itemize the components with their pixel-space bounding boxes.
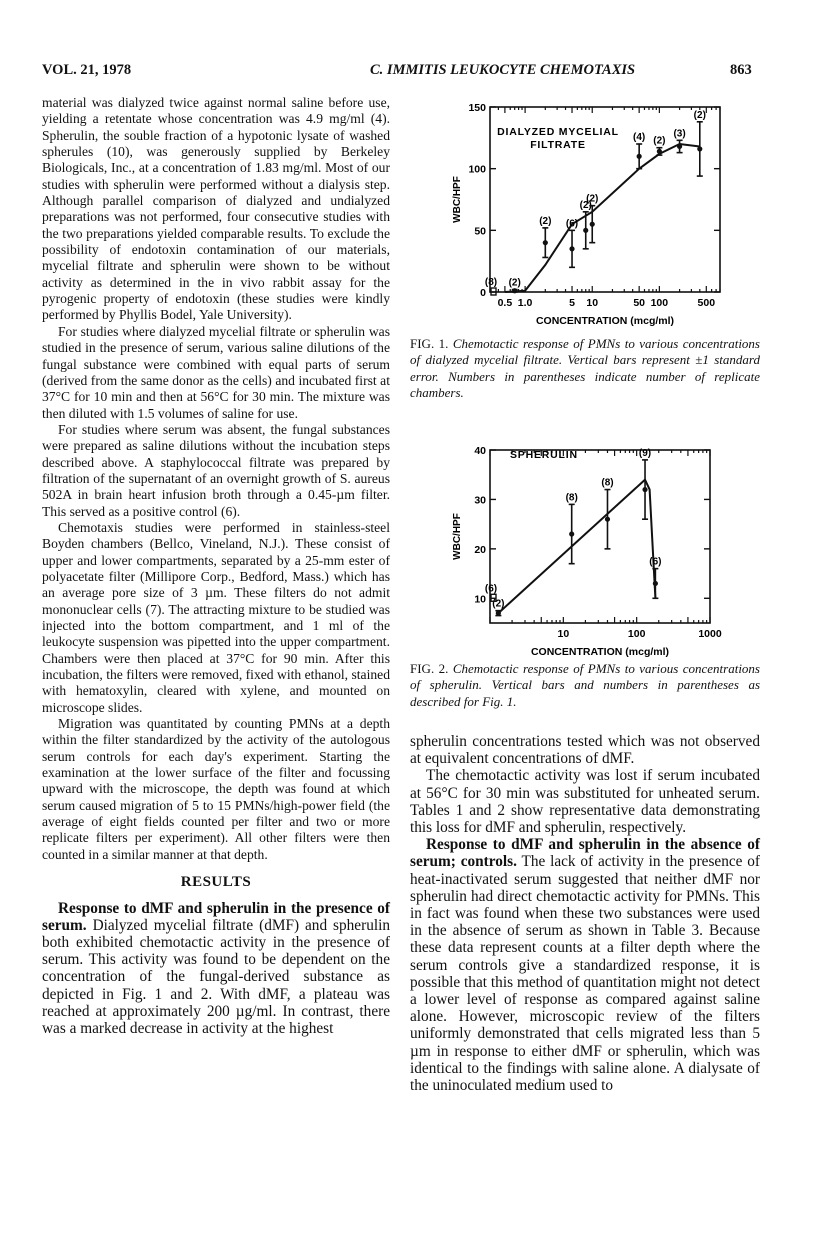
replicate-count-label: (2) bbox=[539, 215, 552, 227]
replicate-count-label: (8) bbox=[565, 492, 578, 504]
page-number: 863 bbox=[730, 62, 752, 78]
replicate-count-label: (2) bbox=[579, 199, 592, 211]
figure-1-label: FIG. 1. bbox=[410, 336, 449, 351]
replicate-count-label: (9) bbox=[638, 447, 652, 459]
replicate-count-label: (3) bbox=[673, 128, 686, 140]
body-paragraph bbox=[410, 836, 760, 1094]
x-tick-label: 50 bbox=[633, 297, 646, 309]
data-point bbox=[590, 222, 595, 227]
x-tick-label: 100 bbox=[627, 628, 646, 640]
data-point bbox=[512, 288, 517, 293]
x-tick-label: 0.5 bbox=[497, 297, 513, 309]
data-point bbox=[677, 144, 682, 149]
data-point bbox=[583, 228, 588, 233]
subsection-lead: Response to dMF and spherulin in the presence of serum. bbox=[42, 899, 390, 934]
replicate-count-label: (6) bbox=[565, 218, 579, 230]
y-tick-label: 30 bbox=[474, 494, 486, 507]
x-tick-label: 100 bbox=[650, 297, 669, 309]
results-heading: RESULTS bbox=[180, 874, 252, 891]
y-tick-label: 100 bbox=[468, 163, 486, 176]
data-point bbox=[569, 246, 574, 251]
figure-1-caption-text: Chemotactic response of PMNs to various concentrations of dialyzed mycelial filtrate. Vertical bars represent ±1 standard error. Numbers in parentheses indicate number of replicate chambers. bbox=[410, 336, 760, 401]
x-axis-label: CONCENTRATION (mcg/ml) bbox=[535, 315, 675, 327]
body-paragraph bbox=[42, 900, 390, 1038]
x-tick-label: 5 bbox=[569, 297, 575, 309]
right-column bbox=[410, 733, 760, 1094]
subsection-lead: Response to dMF and spherulin in the absence of serum; controls. bbox=[410, 836, 760, 871]
replicate-count-label: (4) bbox=[633, 132, 646, 143]
figure-1-chart bbox=[410, 95, 765, 335]
body-paragraph: material was dialyzed twice against normal saline before use, yielding a retentate whose concentration was 4.9 mg/ml (4). Spherulin, the souble fraction of a hypotonic lysate of washed spherules (10), was generously supplied by Berkeley Biologicals, Inc., at a concentration of 1.83 mg/ml. Most of our studies with spherulin were performed without a dialysis step. Although parallel comparison of dialyzed and undialyzed preparations was not performed, four consecutive studies with the two preparations yielded comparable results. To exclude the possibility of endotoxin contamination of our materials, mycelial filtrate and spherulin were shown to be without activity as determined in the in vivo rabbit assay for the pyrogenic property of endotoxin (these studies were kindly performed by Phyllis Bodel, Yale University). bbox=[42, 95, 390, 323]
plot-frame bbox=[490, 447, 710, 623]
replicate-count-label: (2) bbox=[693, 109, 706, 121]
data-point bbox=[642, 487, 647, 492]
subsection-text: Dialyzed mycelial filtrate (dMF) and spherulin both exhibited chemotactic activity in the presence of serum. This activity was found to be dependent on the concentration of the fungal-derived substance as depicted in Fig. 1 and 2. With dMF, a plateau was reached at approximately 200 µg/ml. In contrast, there was a marked decrease in activity at the highest bbox=[42, 916, 390, 1037]
chart-title: DIALYZED MYCELIAL bbox=[497, 126, 619, 138]
subsection-text: The lack of activity in the presence of heat-inactivated serum suggested that neither dMF nor spherulin had direct chemotactic activity for PMNs. This in fact was found when these two substances were used in the absence of serum as shown in Table 3. Because these data represent counts at a filter depth where the serum controls give a standardized response, it is possible that this method of quantitation might not detect a lower level of response as compared against saline alone. However, microscopic review of the filters uniformly demonstrated that cells migrated less than 5 µm in response to either dMF or spherulin, which was identical to the findings with saline alone. A dialysate of the uninoculated medium used to bbox=[410, 853, 760, 1095]
figure-2-caption bbox=[410, 661, 760, 710]
y-tick-label: 10 bbox=[474, 593, 486, 606]
data-point bbox=[637, 154, 642, 159]
data-point bbox=[653, 581, 658, 586]
y-tick-label: 40 bbox=[474, 445, 486, 457]
replicate-count-label: (2) bbox=[492, 598, 505, 610]
data-point bbox=[697, 146, 702, 151]
y-tick-label: 50 bbox=[474, 225, 486, 238]
y-axis-label: WBC/HPF bbox=[452, 513, 463, 560]
replicate-count-label: (8) bbox=[601, 477, 614, 489]
x-axis-label: CONCENTRATION (mcg/ml) bbox=[530, 646, 670, 658]
body-paragraph: Chemotaxis studies were performed in stainless-steel Boyden chambers (Bellco, Vineland, N.J.). These consist of upper and lower compartments, separated by a 25-mm ester of polyacetate filter (Millipore Corp., Bedford, Mass.) which has an average pore size of 3 µm. These filters do not admit mononuclear cells (7). The attracting mixture to be studied was injected into the bottom compartment, and 1 ml of the leukocyte suspension was pipetted into the upper compartment. Chambers were then placed at 37°C for 90 min. After this incubation, the filters were removed, fixed with ethanol, stained with hematoxylin, cleared with xylene, and mounted on microscope slides. bbox=[42, 519, 390, 715]
y-tick-label: 0 bbox=[480, 287, 486, 299]
left-column bbox=[42, 95, 390, 1037]
running-header-title: C. IMMITIS LEUKOCYTE CHEMOTAXIS bbox=[370, 62, 636, 78]
body-paragraph: Migration was quantitated by counting PMNs at a depth within the filter standardized by the activity of the autologous serum controls for each day's experiment. Starting the examination at the lower surface of the filter and focussing upward with the microscope, the depth was found at which serum caused migration of 5 to 15 PMNs/high-power field (the average of eight fields counted per filter and two or more replicate filters per experiment). All other filters were then counted in a similar manner at that depth. bbox=[42, 716, 390, 862]
y-axis-label: WBC/HPF bbox=[452, 176, 463, 223]
body-paragraph: The chemotactic activity was lost if serum incubated at 56°C for 30 min was substituted for unheated serum. Tables 1 and 2 show representative data demonstrating this loss for dMF and spherulin, respectively. bbox=[410, 767, 760, 837]
replicate-count-label: (2) bbox=[653, 135, 666, 147]
control-count-label: (8) bbox=[484, 277, 498, 288]
x-tick-label: 500 bbox=[697, 297, 716, 309]
data-point bbox=[605, 517, 610, 522]
replicate-count-label: (6) bbox=[649, 556, 662, 568]
figure-2-caption-text: Chemotactic response of PMNs to various concentrations of spherulin. Vertical bars and numbers in parentheses as described for Fig. 1. bbox=[410, 661, 760, 709]
figure-1-caption bbox=[410, 336, 760, 402]
data-point bbox=[496, 611, 501, 616]
figure-2-label: FIG. 2. bbox=[410, 661, 449, 676]
chart-title: FILTRATE bbox=[530, 139, 586, 151]
x-tick-label: 1.0 bbox=[517, 297, 533, 309]
replicate-count-label: (2) bbox=[508, 277, 521, 289]
figure-2-chart bbox=[410, 428, 765, 660]
trend-line bbox=[505, 144, 700, 292]
body-paragraph: For studies where dialyzed mycelial filtrate or spherulin was studied in the presence of serum, various saline dilutions of the fungal substance were combined with equal parts of serum (derived from the same donor as the cells) and incubated first at 37°C for 10 min and then at 56°C for 30 min. The mixture was then diluted with 1.5 volumes of saline for use. bbox=[42, 323, 390, 421]
replicate-count-label: (2) bbox=[586, 193, 599, 205]
body-paragraph: For studies where serum was absent, the fungal substances were prepared as saline dilutions without the incubation steps described above. A staphylococcal filtrate was prepared by filtration of the supernatant of an overnight growth of S. aureus 502A in brain heart infusion broth through a 0.45-µm filter. This served as a positive control (6). bbox=[42, 421, 390, 519]
data-point bbox=[543, 240, 548, 245]
y-tick-label: 20 bbox=[474, 543, 486, 556]
control-count-label: (6) bbox=[484, 583, 498, 595]
x-tick-label: 10 bbox=[557, 628, 570, 640]
data-point bbox=[569, 531, 574, 536]
chart-title: SPHERULIN bbox=[510, 449, 578, 461]
y-tick-label: 150 bbox=[468, 102, 486, 114]
x-tick-label: 1000 bbox=[698, 628, 722, 640]
body-paragraph: spherulin concentrations tested which was not observed at equivalent concentrations of dMF. bbox=[410, 733, 760, 768]
running-header-volume: VOL. 21, 1978 bbox=[42, 62, 132, 78]
x-tick-label: 10 bbox=[586, 297, 599, 309]
data-point bbox=[657, 149, 662, 154]
